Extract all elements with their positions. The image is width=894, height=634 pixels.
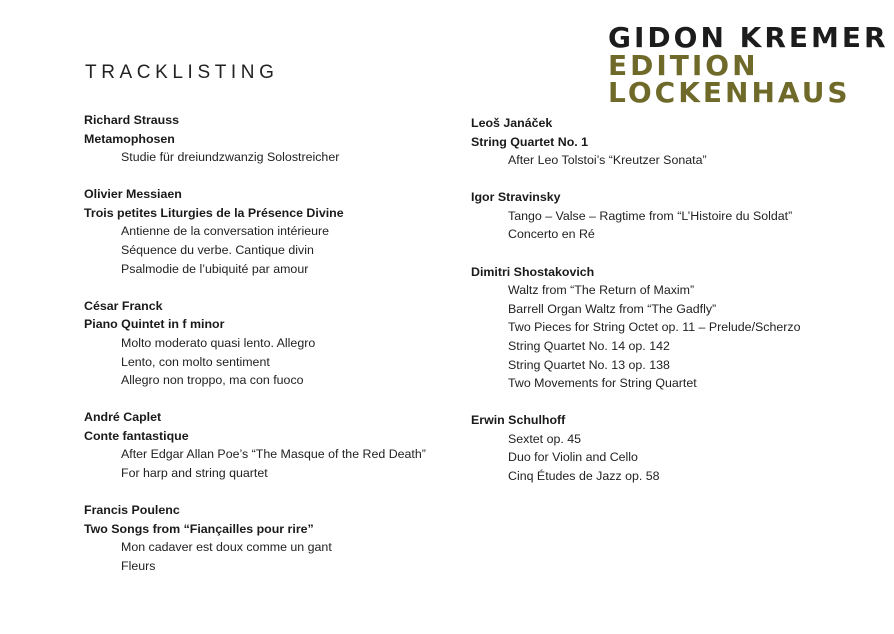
composer-name: Dimitri Shostakovich (471, 264, 595, 279)
track-item: Molto moderato quasi lento. Allegro (121, 335, 316, 350)
edition-logo (608, 21, 889, 109)
track-item: Barrell Organ Waltz from “The Gadfly” (508, 301, 717, 316)
composer-name: Olivier Messiaen (84, 187, 182, 202)
track-group-poulenc (84, 501, 464, 575)
track-group-janacek (471, 114, 881, 170)
track-item: Mon cadaver est doux comme un gant (121, 540, 332, 555)
track-group-franck (84, 297, 464, 390)
composer-name: André Caplet (84, 410, 162, 425)
track-group-strauss (84, 111, 464, 167)
track-item: Allegro non troppo, ma con fuoco (121, 373, 304, 388)
composer-name: Igor Stravinsky (471, 190, 561, 205)
track-item: Psalmodie de l’ubiquité par amour (121, 261, 309, 276)
composer-name: César Franck (84, 298, 163, 313)
work-title: Trois petites Liturgies de la Présence Divine (84, 205, 344, 220)
tracklist-right-column (471, 114, 881, 504)
track-item: Fleurs (121, 558, 156, 573)
track-item: Waltz from “The Return of Maxim” (508, 283, 695, 298)
work-title: Conte fantastique (84, 428, 189, 443)
composer-name: Leoš Janáček (471, 116, 553, 130)
logo-line-edition: EDITION (608, 48, 759, 82)
track-group-schulhoff (471, 411, 881, 485)
work-title: Metamophosen (84, 131, 175, 146)
track-item: Sextet op. 45 (508, 431, 582, 446)
track-item: Antienne de la conversation intérieure (121, 224, 330, 239)
track-item: Cinq Études de Jazz op. 58 (508, 469, 660, 483)
track-item: Studie für dreiundzwanzig Solostreicher (121, 150, 340, 165)
work-title: Two Songs from “Fiançailles pour rire” (84, 521, 314, 536)
track-item: String Quartet No. 13 op. 138 (508, 357, 670, 372)
track-item: After Leo Tolstoi’s “Kreutzer Sonata” (508, 153, 707, 168)
track-item: Two Movements for String Quartet (508, 376, 697, 391)
track-item: Duo for Violin and Cello (508, 450, 638, 465)
track-group-messiaen (84, 185, 464, 278)
tracklist-left-column (84, 111, 464, 594)
work-title: String Quartet No. 1 (471, 134, 589, 149)
page-heading: TRACKLISTING (85, 62, 279, 83)
track-group-stravinsky (471, 188, 881, 244)
track-item: String Quartet No. 14 op. 142 (508, 338, 670, 353)
logo-line-gidon-kremer: GIDON KREMER (608, 21, 889, 54)
track-item: Tango – Valse – Ragtime from “L’Histoire du Soldat” (508, 208, 793, 223)
logo-line-lockenhaus: LOCKENHAUS (608, 76, 851, 109)
composer-name: Erwin Schulhoff (471, 413, 566, 428)
track-item: For harp and string quartet (121, 466, 268, 480)
composer-name: Francis Poulenc (84, 503, 180, 518)
track-item: Concerto en Ré (508, 227, 595, 242)
track-item: Séquence du verbe. Cantique divin (121, 243, 314, 258)
track-item: Two Pieces for String Octet op. 11 – Prelude/Scherzo (508, 320, 801, 335)
work-title: Piano Quintet in f minor (84, 317, 225, 332)
track-item: Lento, con molto sentiment (121, 354, 270, 369)
track-group-caplet (84, 408, 464, 482)
track-item: After Edgar Allan Poe’s “The Masque of the Red Death” (121, 447, 426, 462)
composer-name: Richard Strauss (84, 113, 180, 127)
track-group-shostakovich (471, 263, 881, 393)
